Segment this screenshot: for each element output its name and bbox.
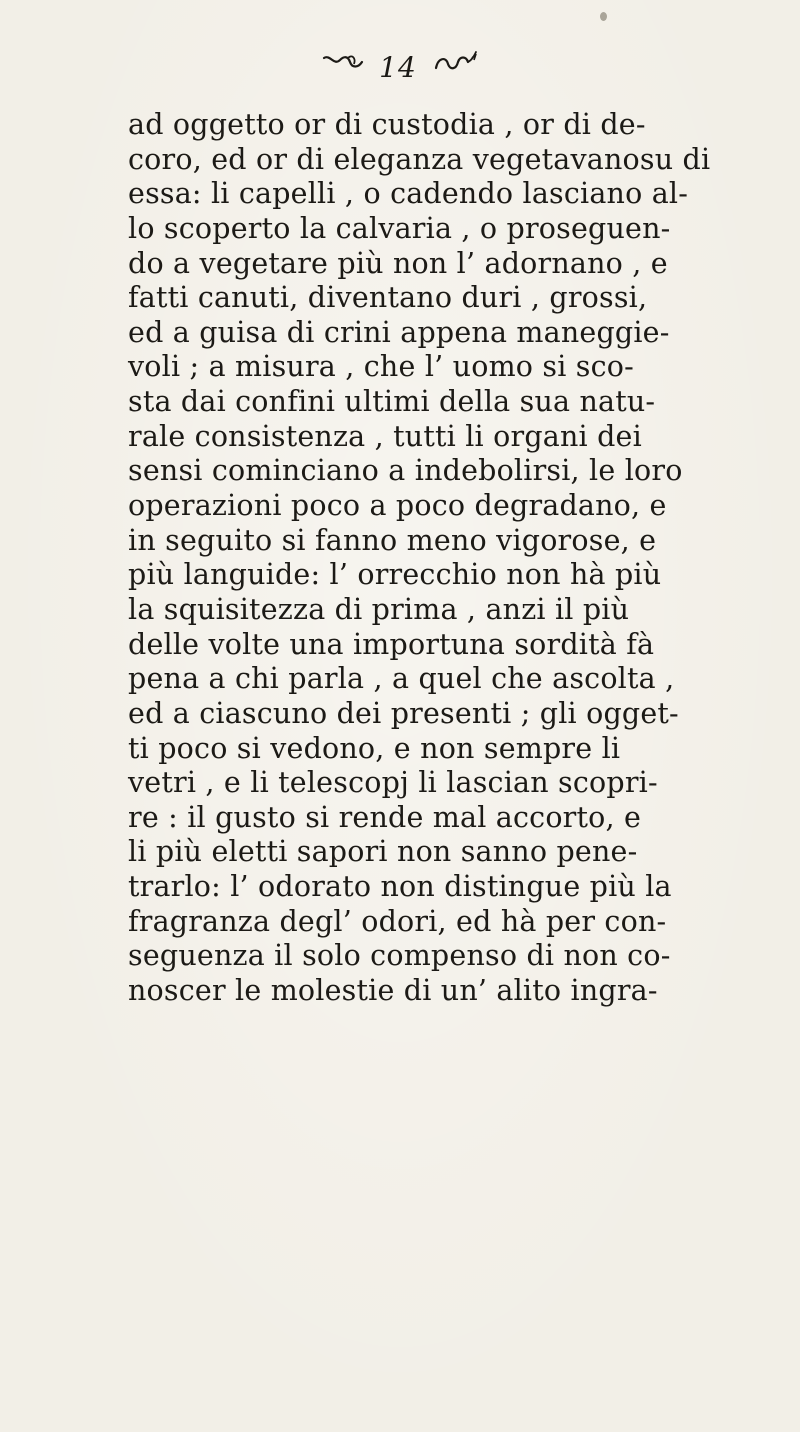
text-line: trarlo: l’ odorato non distingue più la — [128, 870, 672, 904]
text-line: rale consistenza , tutti li organi dei — [128, 419, 642, 453]
text-line: ti poco si vedono, e non sempre li — [128, 731, 621, 765]
text-line: ed a guisa di crini appena maneggie- — [128, 315, 670, 349]
text-line: voli ; a misura , che l’ uomo si sco- — [128, 350, 634, 384]
text-line: in seguito si fanno meno vigorose, e — [128, 523, 657, 557]
text-line: fragranza degl’ odori, ed hà per con- — [128, 904, 667, 938]
text-line: ed a ciascuno dei presenti ; gli ogget- — [128, 696, 679, 730]
text-line: sensi cominciano a indebolirsi, le loro — [128, 454, 683, 488]
text-line: seguenza il solo compenso di non co- — [128, 939, 671, 973]
text-line: vetri , e li telescopj li lascian scopri- — [128, 766, 658, 800]
text-line: ad oggetto or di custodia , or di de- — [128, 108, 646, 141]
text-line: più languide: l’ orrecchio non hà più — [128, 558, 662, 592]
text-line: li più eletti sapori non sanno pene- — [128, 835, 638, 869]
body-paragraph — [128, 108, 800, 1009]
printer-flourish-left-icon — [322, 52, 364, 82]
text-line: delle volte una importuna sordità fà — [128, 627, 655, 661]
printer-flourish-right-icon — [432, 50, 478, 84]
text-line: la squisitezza di prima , anzi il più — [128, 592, 630, 626]
ink-speck — [600, 12, 607, 21]
text-line: do a vegetare più non l’ adornano , e — [128, 246, 668, 280]
text-line: sta dai confini ultimi della sua natu- — [128, 385, 656, 419]
page-number: 14 — [379, 50, 417, 84]
text-line: lo scoperto la calvaria , o proseguen- — [128, 211, 671, 245]
text-line: pena a chi parla , a quel che ascolta , — [128, 662, 675, 696]
text-line: operazioni poco a poco degradano, e — [128, 489, 667, 523]
text-line: fatti canuti, diventano duri , grossi, — [128, 281, 648, 315]
text-line: noscer le molestie di un’ alito ingra- — [128, 974, 658, 1008]
text-line: essa: li capelli , o cadendo lasciano al- — [128, 177, 689, 211]
text-line: re : il gusto si rende mal accorto, e — [128, 800, 642, 834]
text-line: coro, ed or di eleganza vegetavanosu di — [128, 142, 711, 176]
page-header — [0, 50, 800, 100]
